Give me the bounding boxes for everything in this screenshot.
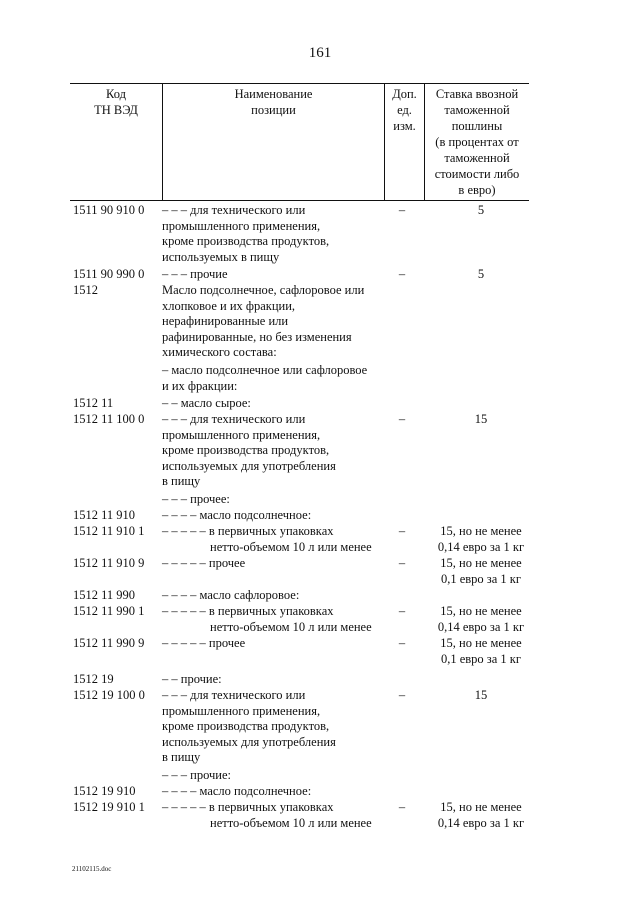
row-code: 1512 11 910 1: [73, 524, 145, 538]
row-name: – – – для технического или промышленного применения, кроме производства продуктов, используемых для употребления в пищу: [162, 412, 336, 488]
row-code: 1512: [73, 283, 98, 297]
footer-filename: 21102115.doc: [72, 865, 112, 873]
row-unit: –: [398, 524, 406, 538]
row-rate: 15, но не менее 0,1 евро за 1 кг: [440, 636, 522, 666]
row-name: Масло подсолнечное, сафлоровое или хлопковое и их фракции, нерафинированные или рафинированные, но без изменения химического состава:: [162, 283, 365, 359]
row-name: – – – для технического или промышленного применения, кроме производства продуктов, используемых для употребления в пищу: [162, 688, 336, 764]
row-name: – – прочие:: [162, 672, 222, 686]
row-rate: 15: [474, 688, 488, 702]
row-rate: 15, но не менее 0,14 евро за 1 кг: [437, 800, 525, 830]
row-unit: –: [398, 556, 406, 570]
row-name: – – – – – прочее: [162, 636, 246, 650]
row-name: – – – прочее:: [162, 492, 230, 506]
row-unit: –: [398, 267, 406, 281]
row-name: нетто-объемом 10 л или менее: [210, 816, 372, 830]
row-unit: –: [398, 800, 406, 814]
row-code: 1511 90 990 0: [73, 267, 145, 281]
row-name: – – – – – в первичных упаковках: [162, 604, 334, 618]
row-name: – – – – – прочее: [162, 556, 246, 570]
row-unit: –: [398, 688, 406, 702]
row-name: – – масло сырое:: [162, 396, 251, 410]
row-code: 1512 11 910 9: [73, 556, 145, 570]
row-name: – – – прочие: [162, 267, 228, 281]
row-code: 1512 11: [73, 396, 114, 410]
row-name: – – – для технического или промышленного применения, кроме производства продуктов, используемых в пищу: [162, 203, 330, 264]
row-name: – масло подсолнечное или сафлоровое и их фракции:: [162, 363, 368, 393]
row-code: 1512 19 910: [73, 784, 136, 798]
row-code: 1512 11 990 1: [73, 604, 145, 618]
row-rate: 15, но не менее 0,14 евро за 1 кг: [437, 524, 525, 554]
table-header-rule: [70, 200, 529, 201]
row-unit: –: [398, 604, 406, 618]
row-code: 1512 11 990 9: [73, 636, 145, 650]
row-code: 1511 90 910 0: [73, 203, 145, 217]
row-code: 1512 19 100 0: [73, 688, 145, 702]
row-code: 1512 11 910: [73, 508, 136, 522]
row-code: 1512 11 100 0: [73, 412, 145, 426]
row-rate: 15, но не менее 0,1 евро за 1 кг: [440, 556, 522, 586]
row-rate: 15: [474, 412, 488, 426]
header-code: Код ТН ВЭД: [94, 87, 138, 117]
table-top-rule: [70, 83, 529, 84]
row-name: – – – – – в первичных упаковках: [162, 800, 334, 814]
header-rate: Ставка ввозной таможенной пошлины (в процентах от таможенной стоимости либо в евро): [434, 87, 520, 197]
row-name: нетто-объемом 10 л или менее: [210, 540, 372, 554]
row-name: – – – – масло сафлоровое:: [162, 588, 300, 602]
row-unit: –: [398, 412, 406, 426]
row-code: 1512 11 990: [73, 588, 136, 602]
row-rate: 5: [477, 267, 485, 281]
header-unit: Доп. ед. изм.: [392, 87, 417, 133]
row-name: – – – прочие:: [162, 768, 231, 782]
row-unit: –: [398, 203, 406, 217]
row-unit: –: [398, 636, 406, 650]
row-code: 1512 19: [73, 672, 114, 686]
page-number: 161: [308, 45, 332, 61]
header-name: Наименование позиции: [234, 87, 313, 117]
row-name: нетто-объемом 10 л или менее: [210, 620, 372, 634]
row-code: 1512 19 910 1: [73, 800, 145, 814]
row-rate: 5: [477, 203, 485, 217]
row-name: – – – – масло подсолнечное:: [162, 508, 312, 522]
row-name: – – – – масло подсолнечное:: [162, 784, 312, 798]
row-rate: 15, но не менее 0,14 евро за 1 кг: [437, 604, 525, 634]
row-name: – – – – – в первичных упаковках: [162, 524, 334, 538]
